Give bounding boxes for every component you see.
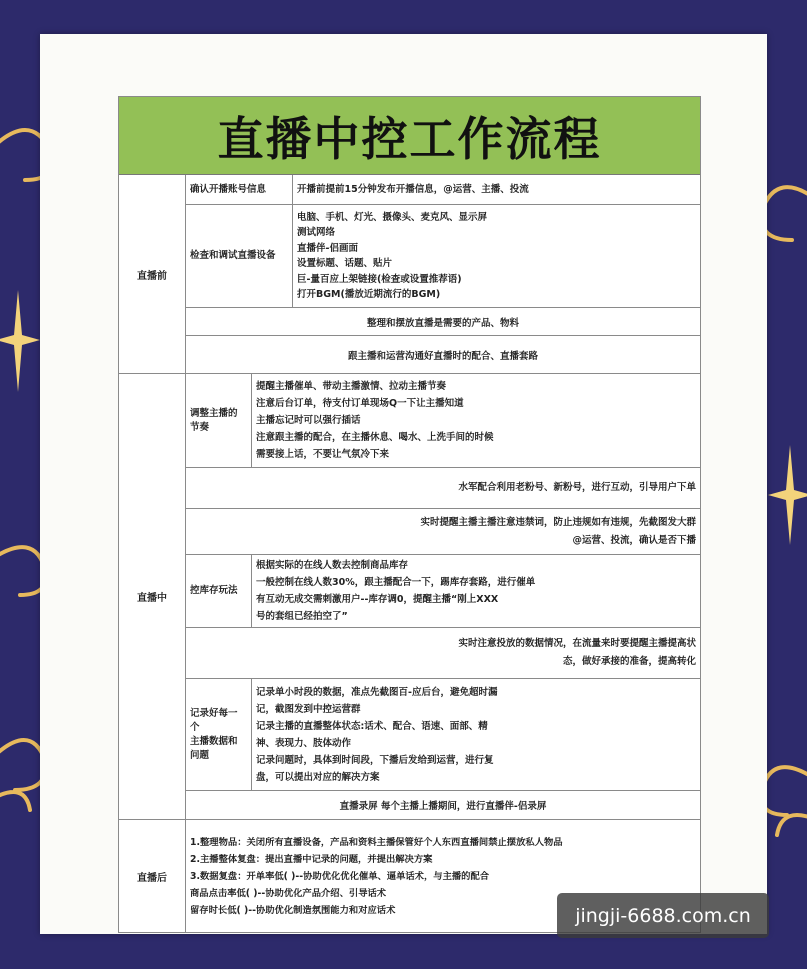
subtask-line: 问题 <box>190 749 210 761</box>
table-row <box>186 205 700 308</box>
subtask-line: 主播数据和 <box>190 735 238 747</box>
detail-line: 3.数据复盘：开单率低( )--协助优化优化催单、逼单话术，与主播的配合 <box>190 870 490 882</box>
detail-line: 一般控制在线人数30%，跟主播配合一下，踢库存套路，进行催单 <box>256 577 536 588</box>
workflow-table <box>118 96 701 933</box>
cloud-swirl-left-bottom <box>0 740 46 810</box>
detail-line: 2.主播整体复盘：提出直播中记录的问题，并提出解决方案 <box>190 853 433 865</box>
detail-line: 记，截图发到中控运营群 <box>256 703 361 715</box>
detail-line: 设置标题、话题、贴片 <box>297 258 393 269</box>
detail-line: 直播伴-侣画面 <box>297 242 358 254</box>
subtask-line: 记录好每一 <box>190 707 238 719</box>
detail-line: 号的套组已经拍空了” <box>256 611 348 622</box>
section-pre-live <box>119 175 700 374</box>
detail-line: 商品点击率低( )--协助优化产品介绍、引导话术 <box>190 887 387 899</box>
table-row <box>186 791 700 819</box>
task-details <box>293 205 700 307</box>
detail-line: 电脑、手机、灯光、摄像头、麦克风、显示屏 <box>297 211 488 223</box>
table-row <box>186 308 700 336</box>
stage-label: 直播中 <box>119 374 186 819</box>
detail-line: 神、表现力、肢体动作 <box>256 737 352 749</box>
subtask-line: 调整主播的 <box>190 407 238 419</box>
detail-line: 1.整理物品：关闭所有直播设备，产品和资料主播保管好个人东西直播间禁止摆放私人物品 <box>190 836 563 848</box>
subtask-label <box>186 374 252 467</box>
detail-line: 记录单小时段的数据，准点先截图百-应后台，避免超时漏 <box>256 686 498 698</box>
subtask-line: 节奏 <box>190 421 210 433</box>
detail-line: 需要接上话，不要让气氛冷下来 <box>256 449 390 460</box>
detail-line: 记录问题时，具体到时间段，下播后发给到运营，进行复 <box>256 754 494 766</box>
task-full-row <box>186 628 700 678</box>
watermark: jingji-6688.com.cn <box>557 893 769 938</box>
detail-line: 根据实际的在线人数去控制商品库存 <box>256 560 409 571</box>
detail-line: 注意跟主播的配合，在主播休息、喝水、上洗手间的时候 <box>256 432 494 443</box>
table-row <box>186 374 700 468</box>
table-row <box>186 679 700 791</box>
detail-line: 实时提醒主播主播注意违禁词，防止违规如有违规，先截图发大群 <box>420 516 696 528</box>
section-rows <box>186 374 700 819</box>
sparkle-right <box>768 445 807 545</box>
subtask-label: 检查和调试直播设备 <box>186 205 293 307</box>
subtask-line: 个 <box>190 721 200 733</box>
detail-line: 测试网络 <box>297 227 336 238</box>
section-rows <box>186 175 700 373</box>
detail-line: 提醒主播催单、带动主播激情、拉动主播节奏 <box>256 381 447 392</box>
table-row <box>186 628 700 679</box>
table-row <box>186 175 700 205</box>
subtask-label <box>186 679 252 790</box>
detail-line: 态，做好承接的准备，提高转化 <box>562 656 696 667</box>
cloud-swirl-right-top <box>761 187 807 240</box>
detail-line: 注意后台订单，待支付订单现场Q一下让主播知道 <box>256 398 464 409</box>
table-row <box>186 468 700 509</box>
task-details <box>252 555 700 627</box>
sparkle-left <box>0 290 40 392</box>
cloud-swirl-left-mid <box>0 547 46 595</box>
task-details <box>293 175 700 204</box>
task-full-row <box>186 509 700 554</box>
detail-line: 打开BGM(播放近期流行的BGM) <box>297 289 441 300</box>
task-full-row: 跟主播和运营沟通好直播时的配合、直播套路 <box>347 350 538 362</box>
detail-line: 盘，可以提出对应的解决方案 <box>256 771 380 783</box>
cloud-swirl-right-bottom <box>761 767 807 835</box>
task-full-row: 直播录屏 每个主播上播期间，进行直播伴-侣录屏 <box>339 801 547 812</box>
stage-label: 直播前 <box>119 175 186 373</box>
detail-line: 主播忘记时可以强行插话 <box>256 415 361 426</box>
detail-line: 记录主播的直播整体状态:话术、配合、语速、面部、精 <box>256 720 488 732</box>
table-row <box>186 509 700 555</box>
task-full-row <box>186 468 700 508</box>
detail-line: 水军配合利用老粉号、新粉号，进行互动，引导用户下单 <box>458 482 696 493</box>
subtask-label: 控库存玩法 <box>186 555 252 627</box>
page-title: 直播中控工作流程 <box>119 97 700 175</box>
detail-line: 实时注意投放的数据情况，在流量来时要提醒主播提高状 <box>458 638 696 649</box>
task-details <box>252 374 700 467</box>
detail-line: 巨-量百应上架链接(检查或设置推荐语) <box>297 273 462 285</box>
subtask-label: 确认开播账号信息 <box>186 175 293 204</box>
detail-line: 留存时长低( )--协助优化制造氛围能力和对应话术 <box>190 904 396 916</box>
detail-line: @运营、投流，确认是否下播 <box>572 534 696 546</box>
table-row <box>186 336 700 373</box>
section-during-live <box>119 374 700 820</box>
stage-label: 直播后 <box>119 820 186 932</box>
detail-line: 有互动无成交需刺激用户--库存调0，提醒主播“刚上XXX <box>256 594 499 605</box>
detail-line: 开播前提前15分钟发布开播信息，@运营、主播、投流 <box>297 183 529 195</box>
task-full-row: 整理和摆放直播是需要的产品、物料 <box>366 317 519 329</box>
table-row <box>186 555 700 628</box>
task-details <box>252 679 700 790</box>
